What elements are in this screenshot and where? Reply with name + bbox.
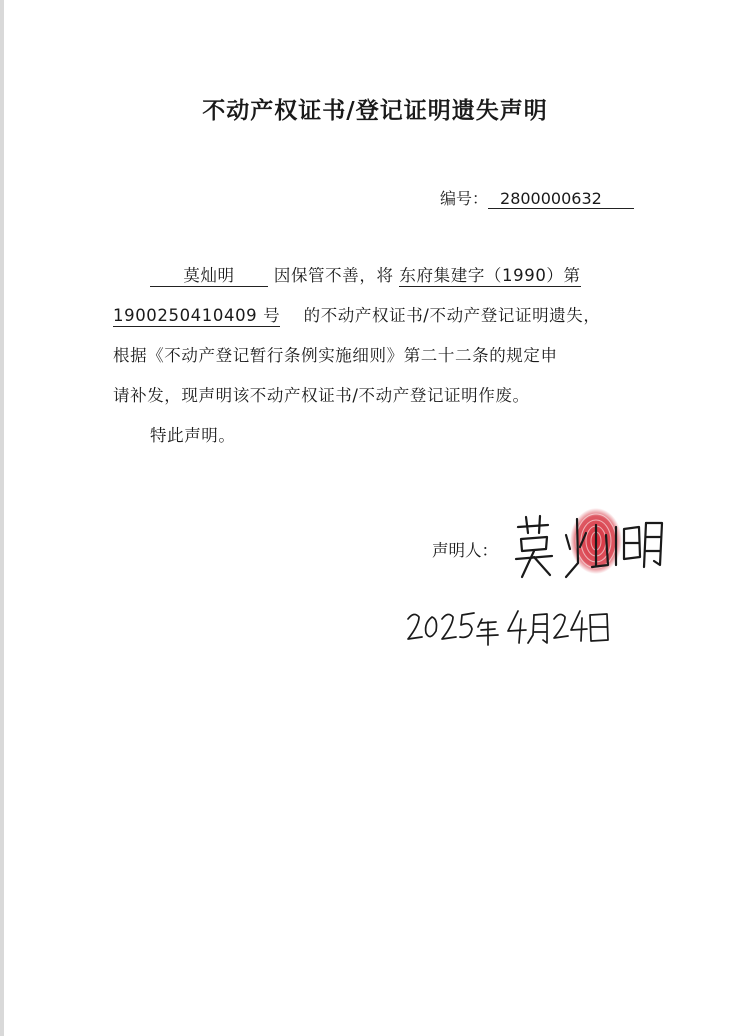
body-line-1 — [150, 262, 581, 287]
closing-text: 特此声明。 — [150, 426, 236, 445]
declarant-label: 声明人： — [432, 541, 498, 560]
number-label: 编号： — [440, 189, 489, 208]
certificate-prefix: 东府集建字（1990）第 — [399, 266, 581, 285]
body-line-2-text: 的不动产权证书/不动产登记证明遗失， — [303, 306, 601, 325]
document-number — [440, 186, 634, 209]
body-line-3: 根据《不动产登记暂行条例实施细则》第二十二条的规定申 — [113, 346, 558, 365]
document-title: 不动产权证书/登记证明遗失声明 — [202, 98, 548, 124]
number-value: 2800000632 — [488, 189, 634, 209]
certificate-number: 1900250410409 号 — [113, 306, 281, 325]
reason-text: 因保管不善，将 — [273, 266, 394, 285]
signature — [512, 505, 672, 585]
body-line-4: 请补发，现声明该不动产权证书/不动产登记证明作废。 — [113, 386, 530, 405]
owner-name: 莫灿明 — [150, 262, 268, 287]
scan-edge — [0, 0, 4, 1036]
handwritten-date — [404, 605, 614, 650]
body-line-2 — [113, 302, 600, 326]
